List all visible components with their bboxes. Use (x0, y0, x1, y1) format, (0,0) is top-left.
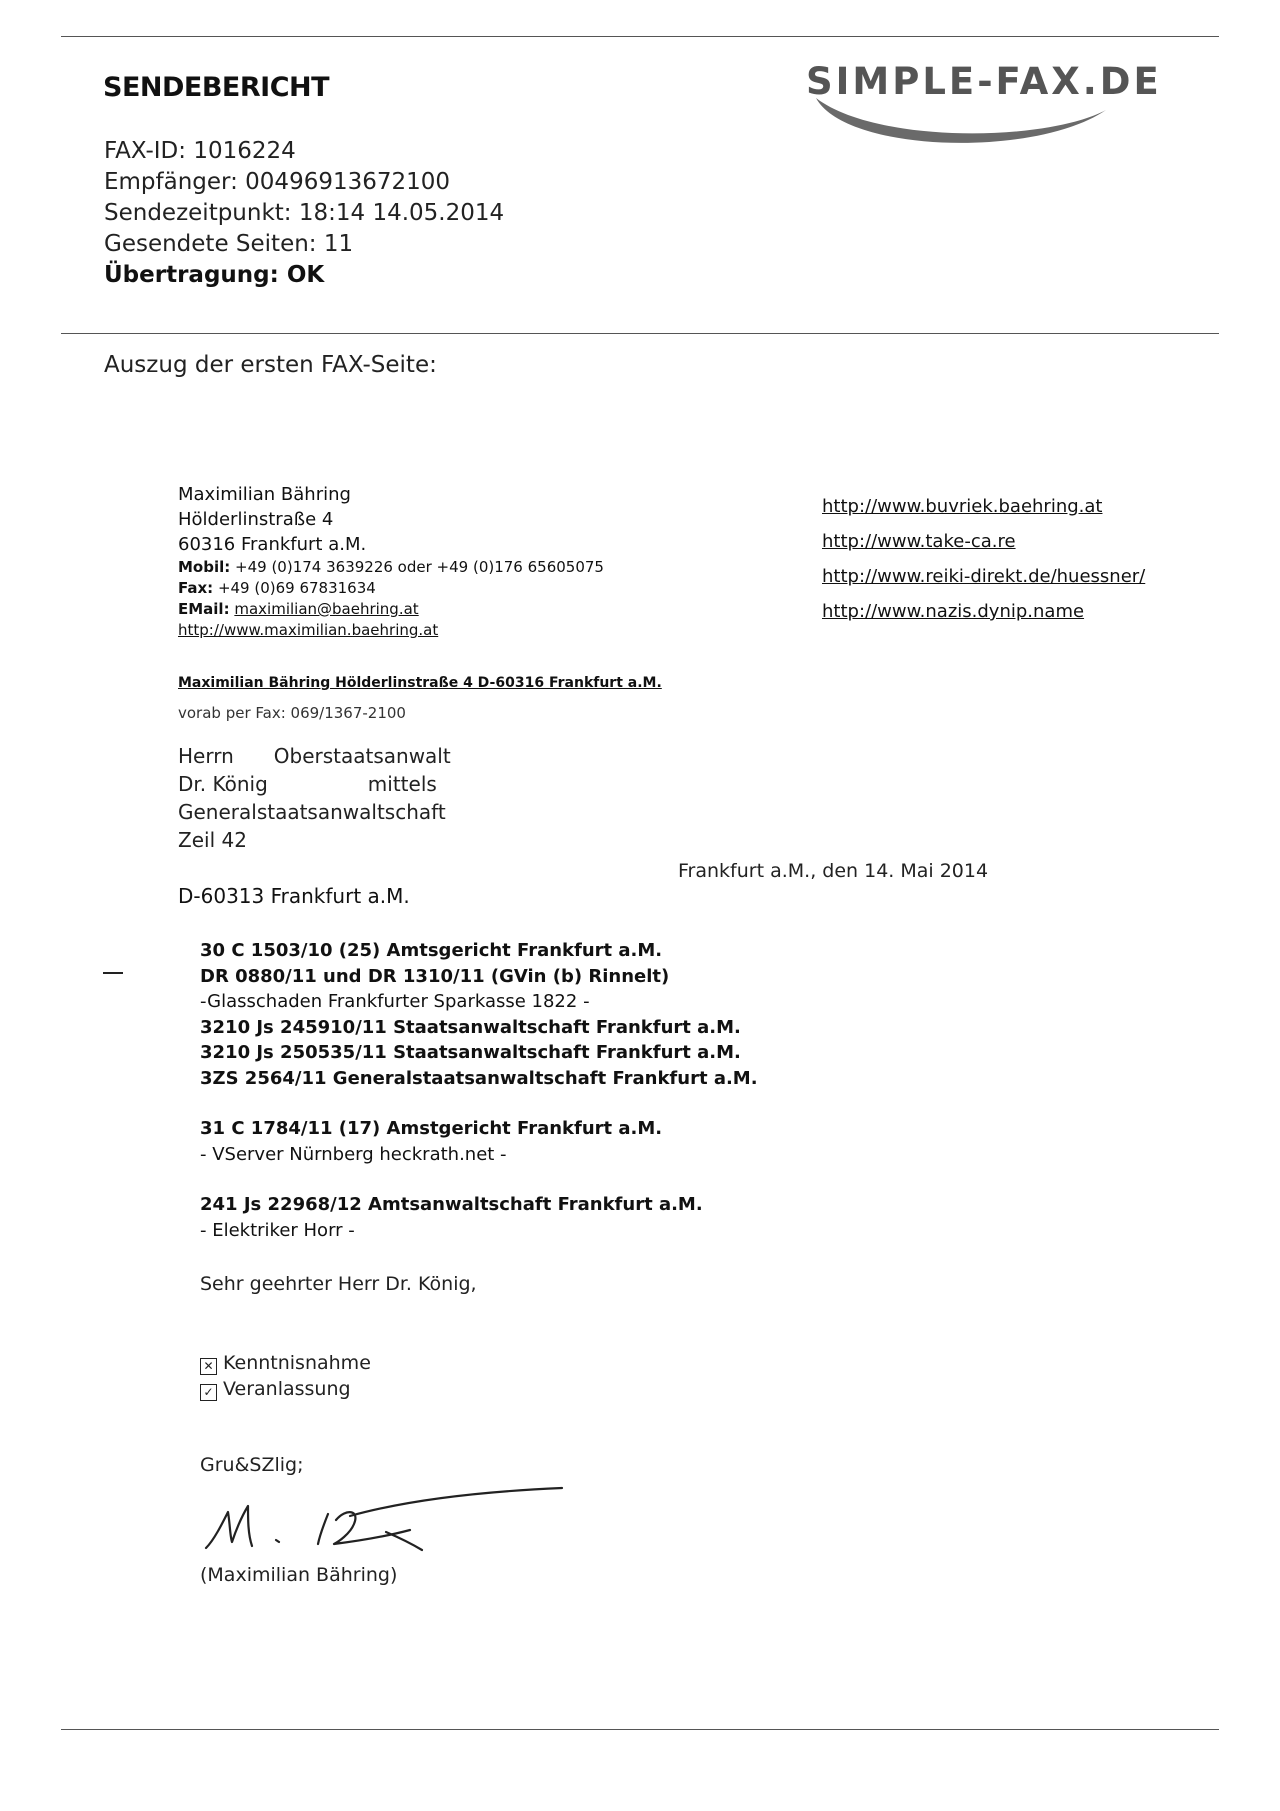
recipient-salutation: Herrn (178, 744, 234, 768)
simple-fax-logo (806, 58, 1206, 154)
reference-note: - VServer Nürnberg heckrath.net - (200, 1143, 507, 1165)
sender-street: Hölderlinstraße 4 (178, 509, 334, 530)
salutation: Sehr geehrter Herr Dr. König, (200, 1273, 477, 1295)
fax-report-info (104, 136, 504, 291)
vorab-fax-note: vorab per Fax: 069/1367-2100 (178, 704, 406, 722)
return-address: Maximilian Bähring Hölderlinstraße 4 D-60316 Frankfurt a.M. (178, 675, 662, 691)
logo-swoosh-icon (806, 58, 1206, 154)
reference-note: - Elektriker Horr - (200, 1219, 355, 1241)
reference-line: 241 Js 22968/12 Amtsanwaltschaft Frankfurt a.M. (200, 1194, 703, 1215)
header-divider (61, 333, 1219, 334)
sender-contacts (178, 557, 604, 641)
link-take-ca[interactable]: http://www.take-ca.re (822, 531, 1016, 552)
checkbox-item[interactable] (200, 1350, 371, 1376)
link-buvriek[interactable]: http://www.buvriek.baehring.at (822, 496, 1103, 517)
checkbox-label: Veranlassung (223, 1378, 351, 1400)
send-time: Sendezeitpunkt: 18:14 14.05.2014 (104, 200, 505, 226)
fax-label: Fax: (178, 579, 214, 597)
reference-line: 31 C 1784/11 (17) Amstgericht Frankfurt a.M. (200, 1118, 663, 1139)
handwritten-signature (200, 1480, 580, 1560)
top-divider (61, 36, 1219, 37)
bottom-divider (61, 1729, 1219, 1730)
report-title: SENDEBERICHT (103, 72, 330, 103)
mobile-value: +49 (0)174 3639226 oder +49 (0)176 65605075 (230, 558, 604, 576)
email-label: EMail: (178, 600, 230, 618)
sender-city: 60316 Frankfurt a.M. (178, 534, 367, 555)
fold-mark (103, 972, 123, 974)
recipient-street: Zeil 42 (178, 828, 247, 852)
reference-line: 3ZS 2564/11 Generalstaatsanwaltschaft Frankfurt a.M. (200, 1067, 758, 1089)
recipient-title: Oberstaatsanwalt (273, 744, 451, 768)
recipient-city: D-60313 Frankfurt a.M. (178, 884, 410, 908)
link-nazis-dynip[interactable]: http://www.nazis.dynip.name (822, 601, 1085, 622)
logo-text: SIMPLE-FAX.DE (806, 60, 1162, 103)
reference-list (200, 938, 758, 1243)
reference-line: 3210 Js 245910/11 Staatsanwaltschaft Frankfurt a.M. (200, 1016, 741, 1038)
checkbox-list (200, 1350, 371, 1402)
email-link[interactable]: maximilian@baehring.at (234, 600, 419, 618)
reference-note: -Glasschaden Frankfurter Sparkasse 1822 - (200, 991, 590, 1012)
sender-name: Maximilian Bähring (178, 484, 351, 505)
checkmark-box-icon: ✓ (200, 1384, 217, 1401)
sender-address (178, 482, 366, 557)
recipient-name: Dr. König (178, 772, 268, 796)
closing-name: (Maximilian Bähring) (200, 1564, 398, 1586)
letter-date: Frankfurt a.M., den 14. Mai 2014 (678, 860, 989, 882)
checkbox-item[interactable] (200, 1376, 371, 1402)
fax-recipient: Empfänger: 00496913672100 (104, 169, 451, 195)
recipient-address (178, 742, 451, 854)
reference-line: 30 C 1503/10 (25) Amtsgericht Frankfurt a.M. (200, 940, 663, 961)
transmission-status: Übertragung: OK (104, 262, 325, 288)
x-box-icon: ✕ (200, 1358, 217, 1375)
checkbox-label: Kenntnisnahme (223, 1352, 371, 1374)
link-reiki-direkt[interactable]: http://www.reiki-direkt.de/huessner/ (822, 566, 1146, 587)
pages-sent: Gesendete Seiten: 11 (104, 231, 354, 257)
reference-line: 3210 Js 250535/11 Staatsanwaltschaft Frankfurt a.M. (200, 1042, 741, 1063)
sender-website-link[interactable]: http://www.maximilian.baehring.at (178, 621, 439, 639)
recipient-via: mittels (367, 772, 437, 796)
reference-line: DR 0880/11 und DR 1310/11 (GVin (b) Rinnelt) (200, 965, 670, 987)
link-list (822, 489, 1145, 629)
fax-value: +49 (0)69 67831634 (213, 579, 376, 597)
recipient-office: Generalstaatsanwaltschaft (178, 800, 446, 824)
greeting: Gru&SZlig; (200, 1454, 304, 1476)
excerpt-label: Auszug der ersten FAX-Seite: (104, 352, 437, 378)
mobile-label: Mobil: (178, 558, 231, 576)
fax-id: FAX-ID: 1016224 (104, 138, 296, 164)
